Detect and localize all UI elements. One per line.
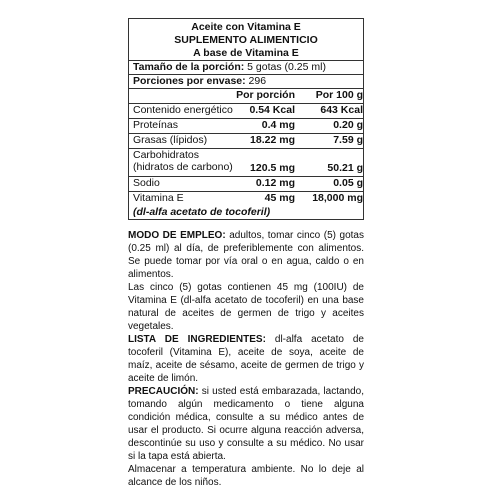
value-per-portion: 120.5 mg [250, 162, 295, 174]
ingredients-paragraph [128, 333, 364, 385]
nutrient-name-line2: (hidratos de carbono) [133, 161, 233, 174]
nutrient-name-line1: Carbohidratos [133, 149, 199, 161]
col-header-per-100g: Por 100 g [315, 89, 363, 101]
value-per-portion: 18.22 mg [250, 134, 295, 146]
value-per-portion: 45 mg [264, 192, 295, 204]
value-per-100g: 0.20 g [333, 119, 363, 131]
product-category: SUPLEMENTO ALIMENTICIO [174, 34, 318, 46]
caution-text: si usted está embarazada, lactando, tomando algún medicamento o tiene alguna condición médica, consulte a su médico antes de usar el producto. Si ocurre alguna reacción adversa, descontinúe su uso y consulte a su médico. No usar si la tapa está abierta. [128, 386, 364, 462]
value-per-100g: 18,000 mg [312, 192, 363, 204]
value-per-portion: 0.12 mg [255, 177, 295, 189]
ingredients-text: dl-alfa acetato de tocoferil (Vitamina E), aceite de soya, aceite de maíz, aceite de sésamo, aceite de germen de trigo y aceite de limón. [128, 334, 364, 384]
value-per-100g: 7.59 g [333, 134, 363, 146]
panel-header [129, 19, 363, 60]
table-row [129, 191, 363, 206]
table-row [129, 133, 363, 148]
nutrition-facts-panel [128, 18, 364, 220]
nutrient-name: Vitamina E [133, 192, 184, 204]
label-text-block [128, 229, 364, 489]
serving-size-value: 5 gotas (0.25 ml) [244, 61, 326, 73]
servings-per-container [129, 74, 363, 88]
table-row [129, 118, 363, 133]
table-row [129, 103, 363, 118]
value-per-100g: 0.05 g [333, 177, 363, 189]
product-name: Aceite con Vitamina E [191, 21, 301, 33]
value-per-100g: 50.21 g [327, 162, 363, 174]
serving-size [129, 60, 363, 74]
servings-count-value: 296 [245, 75, 267, 87]
col-header-per-portion: Por porción [236, 89, 295, 101]
vitamin-e-note: (dl-alfa acetato de tocoferil) [133, 206, 271, 218]
caution-paragraph [128, 385, 364, 463]
nutrient-name [129, 149, 235, 176]
column-headers [129, 88, 363, 103]
product-base: A base de Vitamina E [193, 47, 299, 59]
value-per-portion: 0.4 mg [261, 119, 295, 131]
ingredients-label: LISTA DE INGREDIENTES: [128, 334, 266, 345]
nutrient-name: Grasas (lípidos) [133, 134, 208, 146]
storage-paragraph: Almacenar a temperatura ambiente. No lo deje al alcance de los niños. [128, 464, 364, 488]
nutrient-name: Proteínas [133, 119, 178, 131]
table-row [129, 148, 363, 176]
value-per-100g: 643 Kcal [320, 104, 363, 116]
usage-label: MODO DE EMPLEO: [128, 230, 226, 241]
table-row [129, 176, 363, 191]
caution-label: PRECAUCIÓN: [128, 386, 199, 397]
serving-size-label: Tamaño de la porción: [133, 61, 245, 73]
dosage-paragraph: Las cinco (5) gotas contienen 45 mg (100IU) de Vitamina E (dl-alfa acetato de tocoferil) en una base natural de aceites de germen de trigo y aceites vegetales. [128, 282, 364, 332]
usage-text: adultos, tomar cinco (5) gotas (0.25 ml) al día, de preferiblemente con alimentos. Se puede tomar por vía oral o en agua, caldo o en alimentos. [128, 230, 364, 280]
value-per-portion: 0.54 Kcal [249, 104, 295, 116]
servings-count-label: Porciones por envase: [133, 75, 246, 87]
usage-paragraph [128, 229, 364, 281]
nutrient-name: Sodio [133, 177, 160, 189]
nutrient-name: Contenido energético [133, 104, 233, 116]
